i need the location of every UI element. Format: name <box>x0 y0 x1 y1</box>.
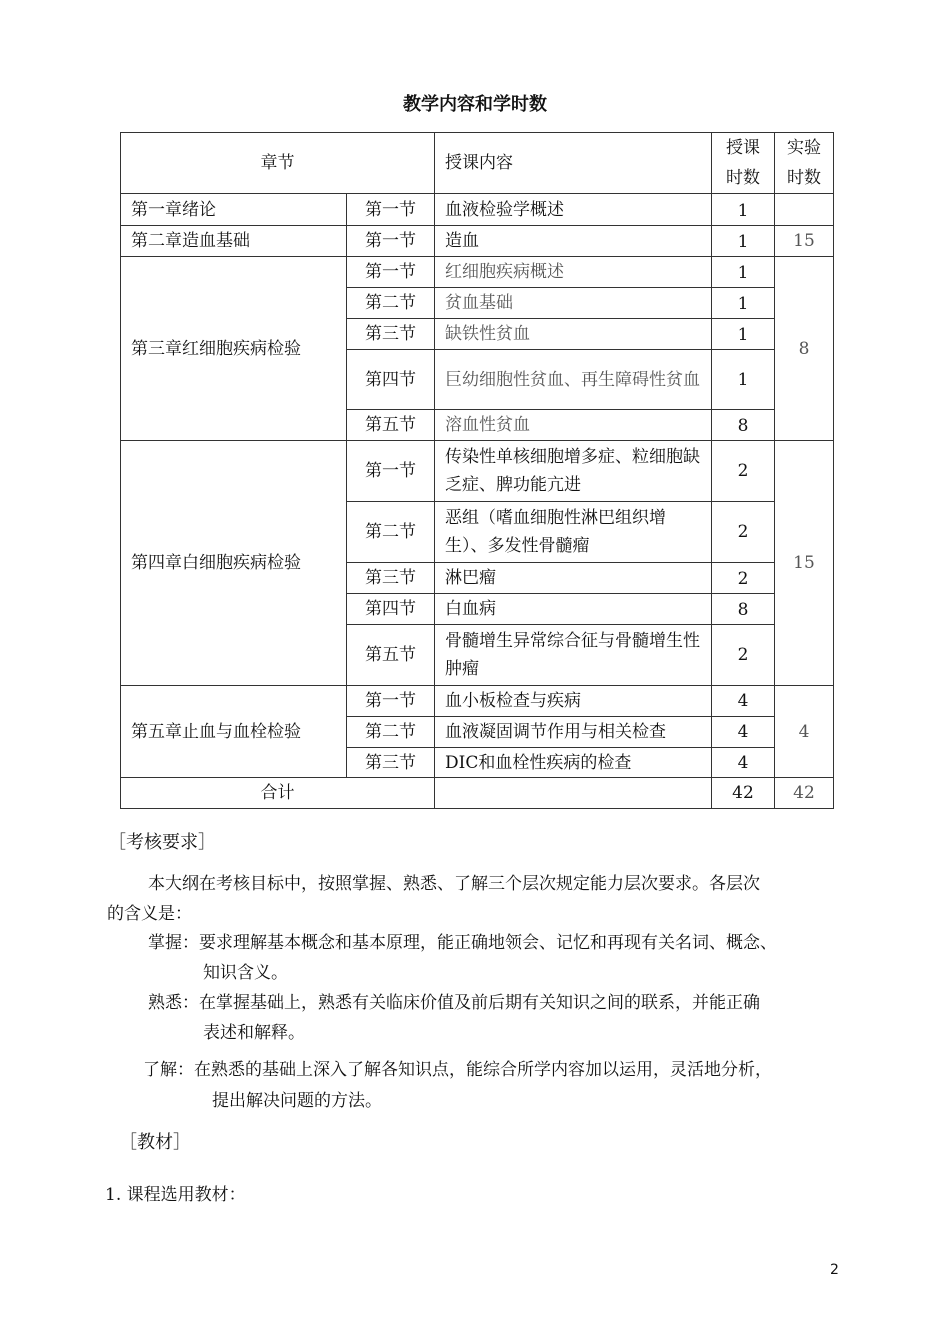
assessment-intro-line1: 本大纲在考核目标中，按照掌握、熟悉、了解三个层次规定能力层次要求。各层次 <box>148 874 760 894</box>
familiar-level-line2: 表述和解释。 <box>203 1023 305 1043</box>
chapter-cell: 第三章红细胞疾病检验 <box>121 257 347 441</box>
section-cell: 第一节 <box>347 257 435 288</box>
content-cell: 血小板检查与疾病 <box>435 686 712 717</box>
textbook-heading: ［教材］ <box>119 1132 191 1153</box>
master-level-line2: 知识含义。 <box>203 963 288 983</box>
content-cell: 血液检验学概述 <box>435 194 712 226</box>
total-lab-hours: 42 <box>775 778 834 809</box>
chapter-cell: 第五章止血与血栓检验 <box>121 686 347 778</box>
header-lab-hours: 实验 时数 <box>775 133 834 194</box>
header-lecture-hours: 授课 时数 <box>712 133 775 194</box>
header-chapter: 章节 <box>121 133 435 194</box>
hours-cell: 1 <box>712 226 775 257</box>
content-cell: 传染性单核细胞增多症、粒细胞缺乏症、脾功能亢进 <box>435 441 712 502</box>
chapter-cell: 第二章造血基础 <box>121 226 347 257</box>
understand-level-line2: 提出解决问题的方法。 <box>212 1091 382 1111</box>
section-cell: 第五节 <box>347 410 435 441</box>
lab-cell: 15 <box>775 441 834 686</box>
section-cell: 第三节 <box>347 563 435 594</box>
hours-cell: 1 <box>712 288 775 319</box>
section-cell: 第三节 <box>347 319 435 350</box>
section-cell: 第三节 <box>347 748 435 778</box>
content-cell: 血液凝固调节作用与相关检查 <box>435 717 712 748</box>
content-cell: DIC和血栓性疾病的检查 <box>435 748 712 778</box>
table-row <box>121 194 834 226</box>
page-number: 2 <box>830 1262 839 1278</box>
lab-cell: 15 <box>775 226 834 257</box>
total-hours: 42 <box>712 778 775 809</box>
content-cell: 缺铁性贫血 <box>435 319 712 350</box>
content-cell: 造血 <box>435 226 712 257</box>
hours-cell: 8 <box>712 594 775 625</box>
section-cell: 第四节 <box>347 350 435 410</box>
content-cell: 红细胞疾病概述 <box>435 257 712 288</box>
hours-cell: 2 <box>712 502 775 563</box>
schedule-table <box>120 132 834 809</box>
hours-cell: 4 <box>712 686 775 717</box>
lab-cell <box>775 194 834 226</box>
section-cell: 第五节 <box>347 625 435 686</box>
lab-cell: 4 <box>775 686 834 778</box>
familiar-level-line1: 熟悉：在掌握基础上，熟悉有关临床价值及前后期有关知识之间的联系，并能正确 <box>148 993 760 1013</box>
total-label: 合计 <box>121 778 435 809</box>
section-cell: 第二节 <box>347 717 435 748</box>
hours-cell: 1 <box>712 350 775 410</box>
table-row <box>121 257 834 288</box>
content-cell: 恶组（嗜血细胞性淋巴组织增生）、多发性骨髓瘤 <box>435 502 712 563</box>
hours-cell: 2 <box>712 625 775 686</box>
content-cell: 骨髓增生异常综合征与骨髓增生性肿瘤 <box>435 625 712 686</box>
content-cell: 巨幼细胞性贫血、再生障碍性贫血 <box>435 350 712 410</box>
section-cell: 第一节 <box>347 226 435 257</box>
content-cell: 贫血基础 <box>435 288 712 319</box>
section-cell: 第四节 <box>347 594 435 625</box>
total-content-cell <box>435 778 712 809</box>
table-header-row <box>121 133 834 194</box>
table-row <box>121 226 834 257</box>
section-cell: 第一节 <box>347 194 435 226</box>
hours-cell: 2 <box>712 563 775 594</box>
content-cell: 白血病 <box>435 594 712 625</box>
section-cell: 第一节 <box>347 686 435 717</box>
section-cell: 第二节 <box>347 288 435 319</box>
table-total-row <box>121 778 834 809</box>
hours-cell: 4 <box>712 748 775 778</box>
section-cell: 第二节 <box>347 502 435 563</box>
understand-level-line1: 了解：在熟悉的基础上深入了解各知识点，能综合所学内容加以运用，灵活地分析， <box>143 1060 772 1080</box>
content-cell: 溶血性贫血 <box>435 410 712 441</box>
hours-cell: 1 <box>712 319 775 350</box>
hours-cell: 1 <box>712 257 775 288</box>
hours-cell: 1 <box>712 194 775 226</box>
hours-cell: 4 <box>712 717 775 748</box>
textbook-item-1: 1. 课程选用教材： <box>105 1185 246 1205</box>
hours-cell: 2 <box>712 441 775 502</box>
assessment-heading: ［考核要求］ <box>108 832 216 853</box>
table-row <box>121 686 834 717</box>
table-row <box>121 441 834 502</box>
assessment-intro-line2: 的含义是： <box>107 904 192 924</box>
section-cell: 第一节 <box>347 441 435 502</box>
hours-cell: 8 <box>712 410 775 441</box>
master-level-line1: 掌握：要求理解基本概念和基本原理，能正确地领会、记忆和再现有关名词、概念、 <box>148 933 777 953</box>
header-content: 授课内容 <box>435 133 712 194</box>
content-cell: 淋巴瘤 <box>435 563 712 594</box>
lab-cell: 8 <box>775 257 834 441</box>
page-title: 教学内容和学时数 <box>403 94 547 115</box>
chapter-cell: 第四章白细胞疾病检验 <box>121 441 347 686</box>
chapter-cell: 第一章绪论 <box>121 194 347 226</box>
